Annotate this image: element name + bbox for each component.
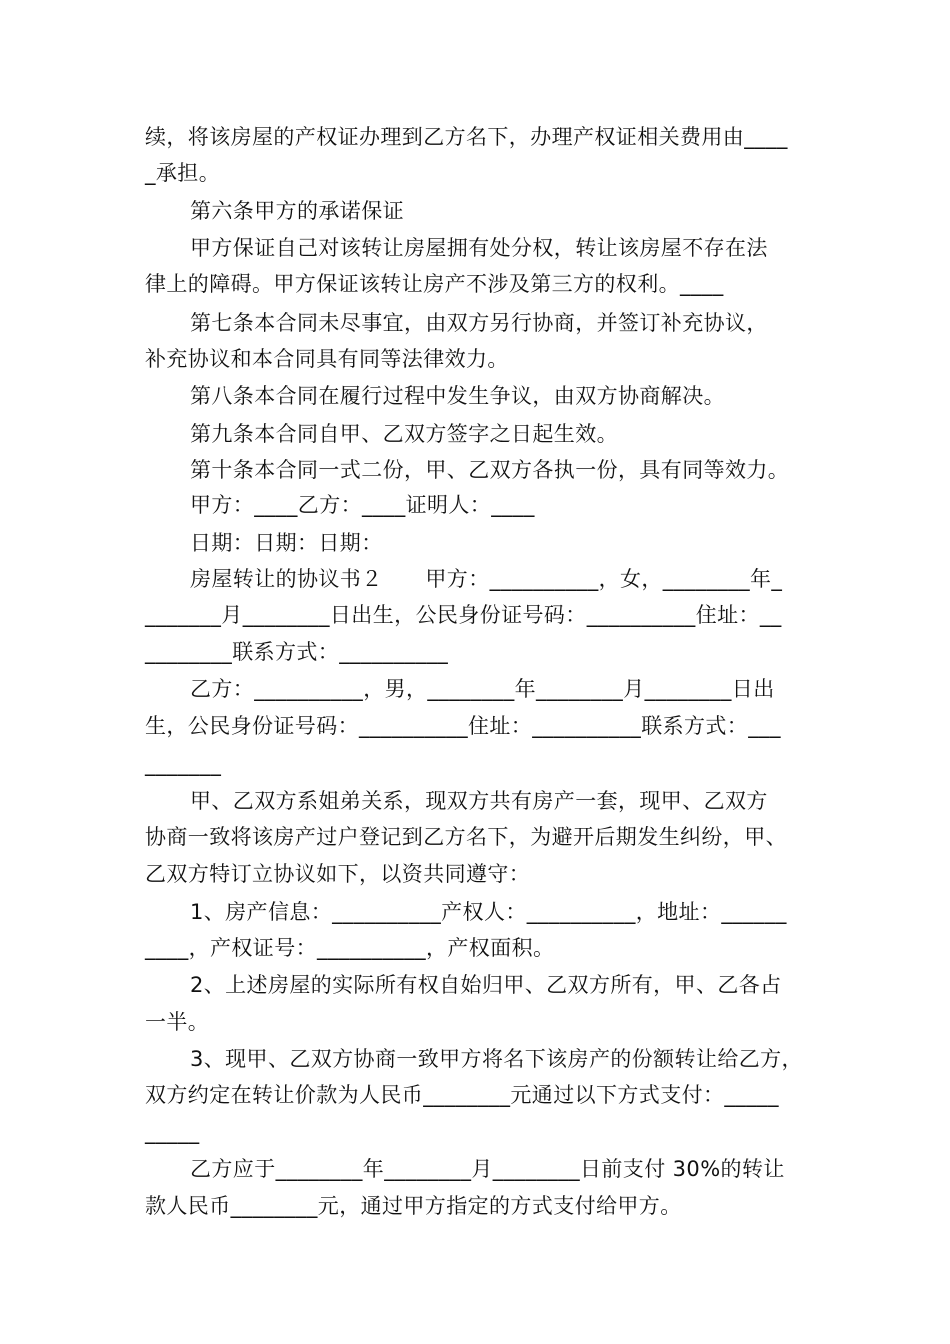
text-line: 1、房产信息：__________产权人：__________，地址：______ (190, 900, 787, 924)
text-line: 生，公民身份证号码：__________住址：__________联系方式：___ (145, 714, 781, 738)
signature-line: 甲方：____乙方：____证明人：____ (190, 493, 535, 517)
text-line: 补充协议和本合同具有同等法律效力。 (145, 347, 509, 371)
text-line: 乙方应于________年________月________日前支付 30%的转让 (190, 1157, 785, 1181)
text-line: 款人民币________元，通过甲方指定的方式支付给甲方。 (145, 1194, 682, 1218)
text-line: 第十条本合同一式二份，甲、乙双方各执一份，具有同等效力。 (190, 458, 790, 482)
text-line: 2、上述房屋的实际所有权自始归甲、乙双方所有，甲、乙各占 (190, 973, 782, 997)
text-line: 续，将该房屋的产权证办理到乙方名下，办理产权证相关费用由____ (145, 125, 788, 149)
text-line: _______月________日出生，公民身份证号码：__________住址：__ (145, 603, 782, 627)
text-line: 乙方：__________，男，________年________月________日出 (190, 677, 775, 701)
text-line: 甲、乙双方系姐弟关系，现双方共有房产一套，现甲、乙双方 (190, 789, 768, 813)
text-line: 一半。 (145, 1010, 210, 1034)
text-line: _______ (145, 752, 222, 776)
text-line: 第九条本合同自甲、乙双方签字之日起生效。 (190, 422, 618, 446)
text-line: 3、现甲、乙双方协商一致甲方将名下该房产的份额转让给乙方， (190, 1047, 803, 1071)
text-line: 第八条本合同在履行过程中发生争议，由双方协商解决。 (190, 384, 725, 408)
text-line: 协商一致将该房产过户登记到乙方名下，为避开后期发生纠纷，甲、 (145, 825, 787, 849)
text-line: ____，产权证号：__________，产权面积。 (145, 936, 555, 960)
text-line: _承担。 (145, 161, 221, 185)
section-heading: 第六条甲方的承诺保证 (190, 199, 404, 223)
text-line: 第七条本合同未尽事宜，由双方另行协商，并签订补充协议， (190, 311, 768, 335)
text-line: 律上的障碍。甲方保证该转让房产不涉及第三方的权利。____ (145, 272, 724, 296)
date-line: 日期：日期：日期： (190, 531, 383, 555)
text-line: 乙双方特订立协议如下，以资共同遵守： (145, 862, 531, 886)
text-line: 房屋转让的协议书２ 甲方：__________，女，________年_ (190, 567, 783, 591)
text-line: 双方约定在转让价款为人民币________元通过以下方式支付：_____ (145, 1083, 779, 1107)
text-line: _____ (145, 1120, 200, 1144)
text-line: 甲方保证自己对该转让房屋拥有处分权，转让该房屋不存在法 (190, 236, 768, 260)
text-line: ________联系方式：__________ (145, 640, 449, 664)
